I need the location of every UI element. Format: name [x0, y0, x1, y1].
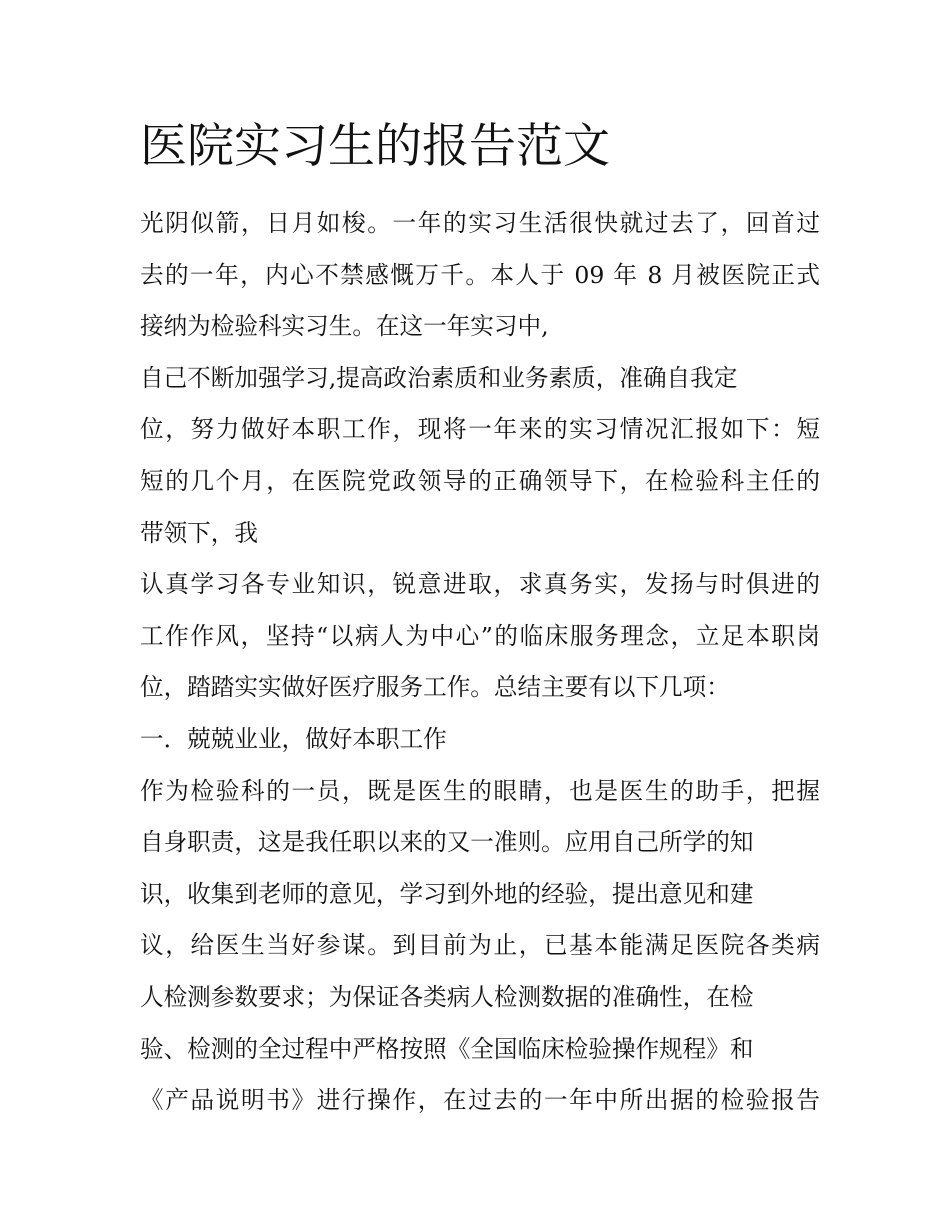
body-line: 人检测参数要求；为保证各类病人检测数据的准确性，在检 [140, 982, 754, 1011]
document-body [140, 198, 820, 1127]
document-title: 医院实习生的报告范文 [140, 119, 610, 174]
body-line: 工作作风，坚持“以病人为中心”的临床服务理念，立足本职岗 [140, 621, 820, 650]
body-line: 自身职责，这是我任职以来的又一准则。应用自己所学的知 [140, 828, 754, 857]
body-line: 短的几个月，在医院党政领导的正确领导下，在检验科主任的 [140, 466, 820, 495]
section-heading: 一．兢兢业业，做好本职工作 [140, 724, 447, 753]
body-line: 光阴似箭，日月如梭。一年的实习生活很快就过去了，回首过 [140, 209, 820, 237]
body-line: 位，踏踏实实做好医疗服务工作。总结主要有以下几项： [140, 673, 730, 702]
body-line: 自己不断加强学习,提高政治素质和业务素质，准确自我定 [140, 363, 738, 392]
body-line: 位，努力做好本职工作，现将一年来的实习情况汇报如下：短 [140, 415, 820, 444]
body-line: 接纳为检验科实习生。在这一年实习中, [140, 312, 549, 341]
body-line: 去的一年，内心不禁感慨万千。本人于 09 年 8 月被医院正式 [140, 260, 820, 289]
body-line: 带领下，我 [140, 518, 258, 547]
body-line: 作为检验科的一员，既是医生的眼睛，也是医生的助手，把握 [140, 776, 820, 805]
body-line: 验、检测的全过程中严格按照《全国临床检验操作规程》和 [140, 1034, 754, 1063]
body-line: 《产品说明书》进行操作，在过去的一年中所出据的检验报告 [140, 1086, 820, 1115]
body-line: 识，收集到老师的意见，学习到外地的经验，提出意见和建 [140, 879, 754, 908]
body-line: 认真学习各专业知识，锐意进取，求真务实，发扬与时俱进的 [140, 570, 820, 599]
body-line: 议，给医生当好参谋。到目前为止，已基本能满足医院各类病 [140, 931, 820, 960]
